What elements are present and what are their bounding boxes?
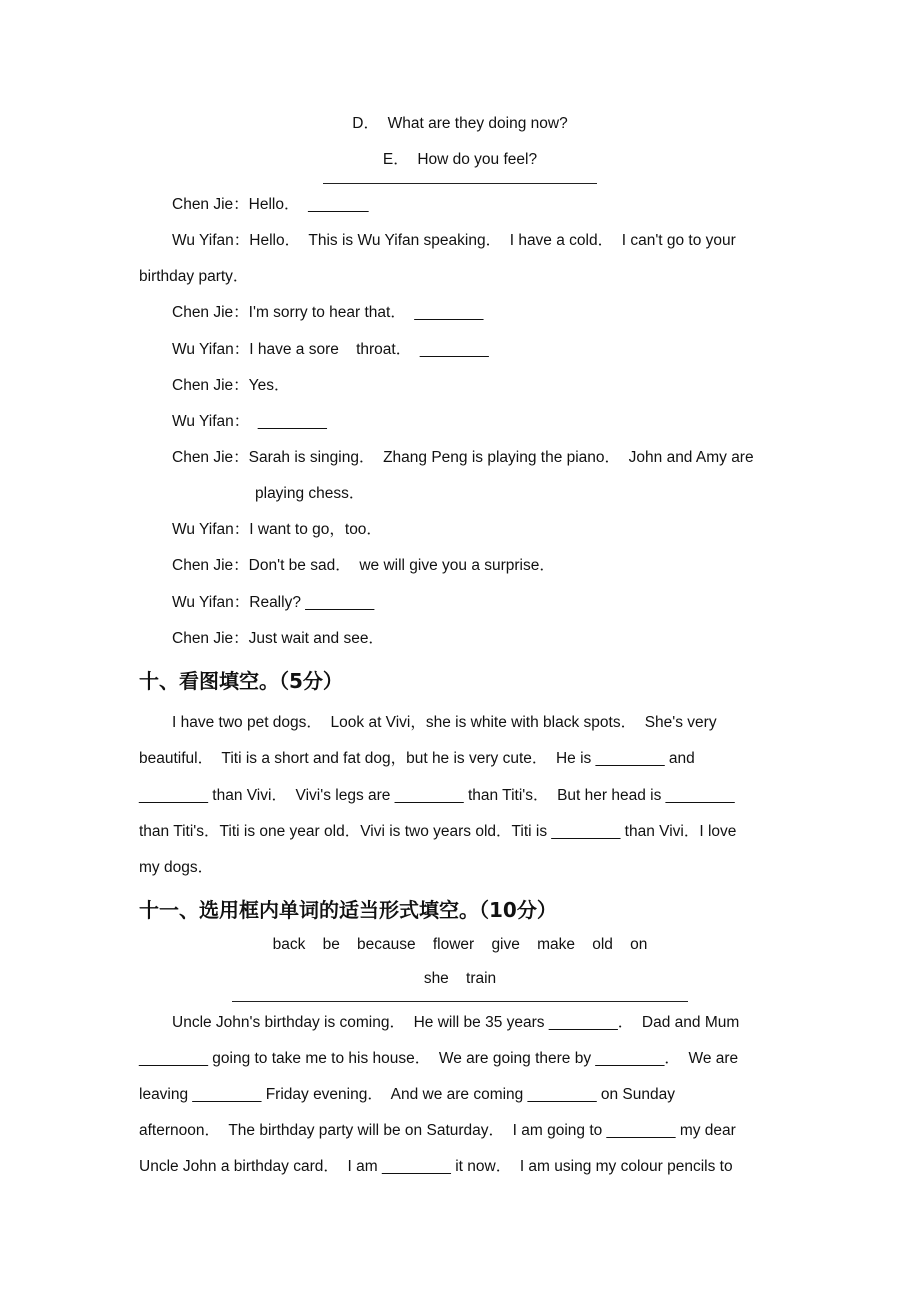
paragraph-line: than Titi's．Titi is one year old．Vivi is two years old．Titi is ________ than Vivi．I love [139,823,737,840]
dialogue-line: Chen Jie：Yes． [172,377,290,394]
divider [323,183,597,184]
dialogue-line: Wu Yifan：Hello． This is Wu Yifan speaking． I have a cold． I can't go to your [172,232,736,249]
dialogue-line: Chen Jie：Don't be sad． we will give you a surprise． [172,557,555,574]
paragraph-line: leaving ________ Friday evening． And we are coming ________ on Sunday [139,1086,675,1103]
paragraph-line: ________ than Vivi． Vivi's legs are ________ than Titi's． But her head is ________ [139,787,735,804]
dialogue-line: playing chess． [255,485,365,502]
paragraph-line: Uncle John a birthday card． I am ________ it now． I am using my colour pencils to [139,1158,733,1175]
section-11-heading: 十一、选用框内单词的适当形式填空。（10分） [139,898,557,922]
dialogue-line: Chen Jie：Hello． _______ [172,196,369,213]
section-10-heading: 十、看图填空。（5分） [139,669,343,693]
paragraph-line: I have two pet dogs． Look at Vivi，she is white with black spots． She's very [172,714,717,731]
paragraph-line: afternoon． The birthday party will be on Saturday． I am going to ________ my dear [139,1122,736,1139]
dialogue-line: Wu Yifan：Really? ________ [172,594,375,611]
dialogue-line: Wu Yifan： ________ [172,413,327,430]
dialogue-line: Chen Jie：Sarah is singing． Zhang Peng is playing the piano． John and Amy are [172,449,754,466]
word-box-divider [232,1001,688,1002]
paragraph-line: beautiful． Titi is a short and fat dog，but he is very cute． He is ________ and [139,750,695,767]
word-box-line: back be because flower give make old on [272,936,648,953]
paragraph-line: ________ going to take me to his house． We are going there by ________． We are [139,1050,739,1067]
dialogue-line: Wu Yifan：I have a sore throat． ________ [172,341,489,358]
paragraph-line: Uncle John's birthday is coming． He will be 35 years ________． Dad and Mum [172,1014,740,1031]
paragraph-line: my dogs． [139,859,214,876]
dialogue-line: Chen Jie：Just wait and see． [172,630,384,647]
word-box-line: she train [423,970,497,987]
option-e: E． How do you feel? [382,151,538,168]
dialogue-line: Wu Yifan：I want to go，too． [172,521,382,538]
dialogue-line: Chen Jie：I'm sorry to hear that． ________ [172,304,484,321]
dialogue-line: birthday party． [139,268,249,285]
option-d: D． What are they doing now? [352,115,568,132]
